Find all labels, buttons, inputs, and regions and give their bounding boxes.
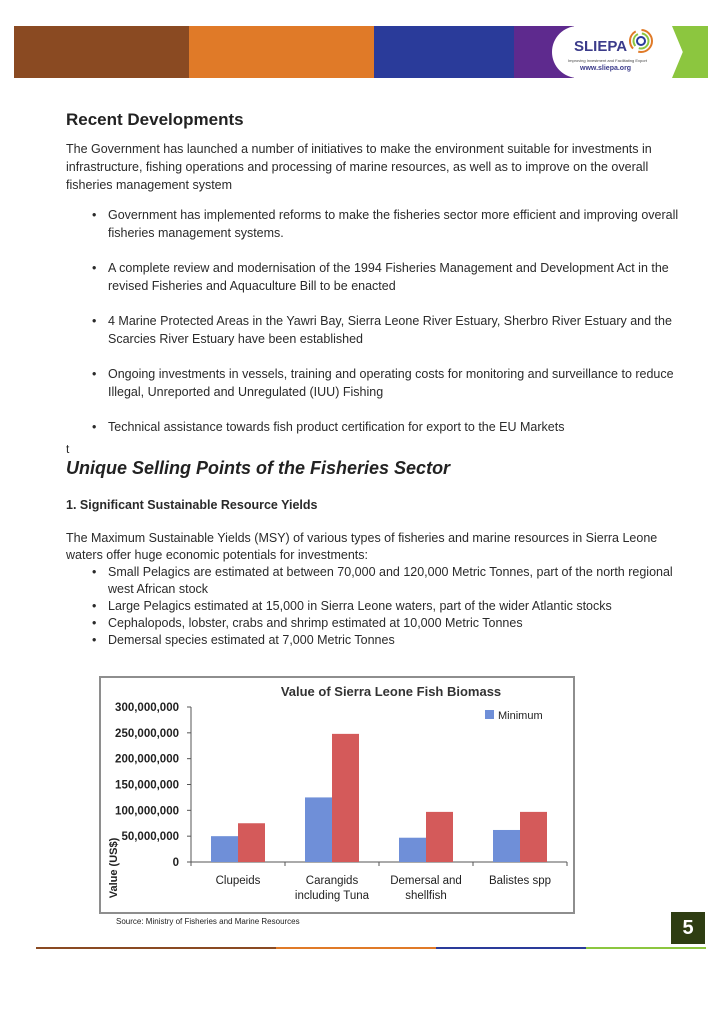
bar bbox=[211, 836, 238, 862]
recent-developments-list bbox=[92, 206, 682, 436]
logo-name: SLIEPA bbox=[574, 38, 628, 55]
list-item: • Large Pelagics estimated at 15,000 in Sierra Leone waters, part of the wider Atlantic stocks bbox=[92, 598, 682, 615]
logo-swirl-icon bbox=[628, 28, 654, 54]
y-axis-label: Value (US$) bbox=[108, 837, 120, 899]
page-number: 5 bbox=[671, 912, 705, 944]
x-tick-label: Demersal and bbox=[390, 875, 462, 887]
list-item: • Small Pelagics are estimated at between 70,000 and 120,000 Metric Tonnes, part of the north regional west African stock bbox=[92, 564, 682, 598]
list-item: • Ongoing investments in vessels, training and operating costs for monitoring and surveillance to reduce Illegal, Unreported and Unregulated (IUU) Fishing bbox=[92, 365, 682, 401]
fish-biomass-chart bbox=[99, 676, 575, 914]
bar bbox=[493, 830, 520, 862]
chart-canvas bbox=[101, 678, 573, 912]
y-tick-label: 150,000,000 bbox=[115, 779, 179, 792]
banner-green-tab bbox=[672, 26, 708, 78]
subsection-heading-resource-yields: 1. Significant Sustainable Resource Yields bbox=[66, 498, 318, 512]
stray-character: t bbox=[66, 442, 70, 456]
logo-url[interactable]: www.sliepa.org bbox=[580, 65, 632, 72]
y-tick-label: 100,000,000 bbox=[115, 805, 179, 818]
legend-swatch bbox=[485, 710, 494, 719]
y-tick-label: 200,000,000 bbox=[115, 753, 179, 766]
section-heading-unique-selling-points: Unique Selling Points of the Fisheries Sector bbox=[66, 458, 451, 478]
banner-band-orange bbox=[189, 26, 374, 78]
banner-band-brown bbox=[14, 26, 189, 78]
x-tick-label: including Tuna bbox=[294, 890, 370, 902]
y-tick-label: 50,000,000 bbox=[121, 831, 179, 844]
header-banner bbox=[14, 26, 708, 78]
list-item: • 4 Marine Protected Areas in the Yawri Bay, Sierra Leone River Estuary, Sherbro River Estuary and the Scarcies River Estuary have been established bbox=[92, 312, 682, 348]
x-tick-label: Clupeids bbox=[215, 875, 261, 887]
section-heading-recent-developments: Recent Developments bbox=[66, 110, 244, 129]
banner-band-blue bbox=[374, 26, 514, 78]
x-tick-label: Balistes spp bbox=[488, 875, 552, 887]
bar bbox=[332, 734, 359, 862]
resource-yields-intro: The Maximum Sustainable Yields (MSY) of various types of fisheries and marine resources in Sierra Leone waters offer huge economic potentials for investments: bbox=[66, 531, 658, 562]
footer-rule bbox=[36, 947, 706, 949]
x-tick-label: shellfish bbox=[405, 890, 447, 902]
y-tick-label: 0 bbox=[172, 857, 179, 869]
list-item: • Government has implemented reforms to make the fisheries sector more efficient and improving overall fisheries management systems. bbox=[92, 206, 682, 242]
bar bbox=[238, 823, 265, 862]
bar bbox=[520, 812, 547, 862]
bar bbox=[305, 797, 332, 862]
list-item: • Demersal species estimated at 7,000 Metric Tonnes bbox=[92, 632, 682, 649]
recent-developments-intro: The Government has launched a number of initiatives to make the environment suitable for investments in infrastructure, fishing operations and processing of marine resources, as well as to improve on the overall fisheries management system bbox=[66, 142, 652, 192]
list-item: • Technical assistance towards fish product certification for export to the EU Markets bbox=[92, 418, 682, 436]
chart-title: Value of Sierra Leone Fish Biomass bbox=[280, 684, 502, 699]
chart-source: Source: Ministry of Fisheries and Marine Resources bbox=[116, 917, 300, 926]
legend-label: Minimum bbox=[498, 710, 543, 722]
sliepa-logo[interactable] bbox=[552, 26, 672, 78]
list-item: • Cephalopods, lobster, crabs and shrimp estimated at 10,000 Metric Tonnes bbox=[92, 615, 682, 632]
y-tick-label: 300,000,000 bbox=[115, 702, 179, 714]
bar bbox=[426, 812, 453, 862]
bar bbox=[399, 838, 426, 862]
y-tick-label: 250,000,000 bbox=[115, 727, 179, 740]
list-item: • A complete review and modernisation of the 1994 Fisheries Management and Development Act in the revised Fisheries and Aquaculture Bill to be enacted bbox=[92, 259, 682, 295]
logo-tagline: Improving Investment and Facilitating Export bbox=[568, 58, 647, 63]
resource-yields-list bbox=[92, 564, 682, 649]
x-tick-label: Carangids bbox=[305, 875, 359, 887]
